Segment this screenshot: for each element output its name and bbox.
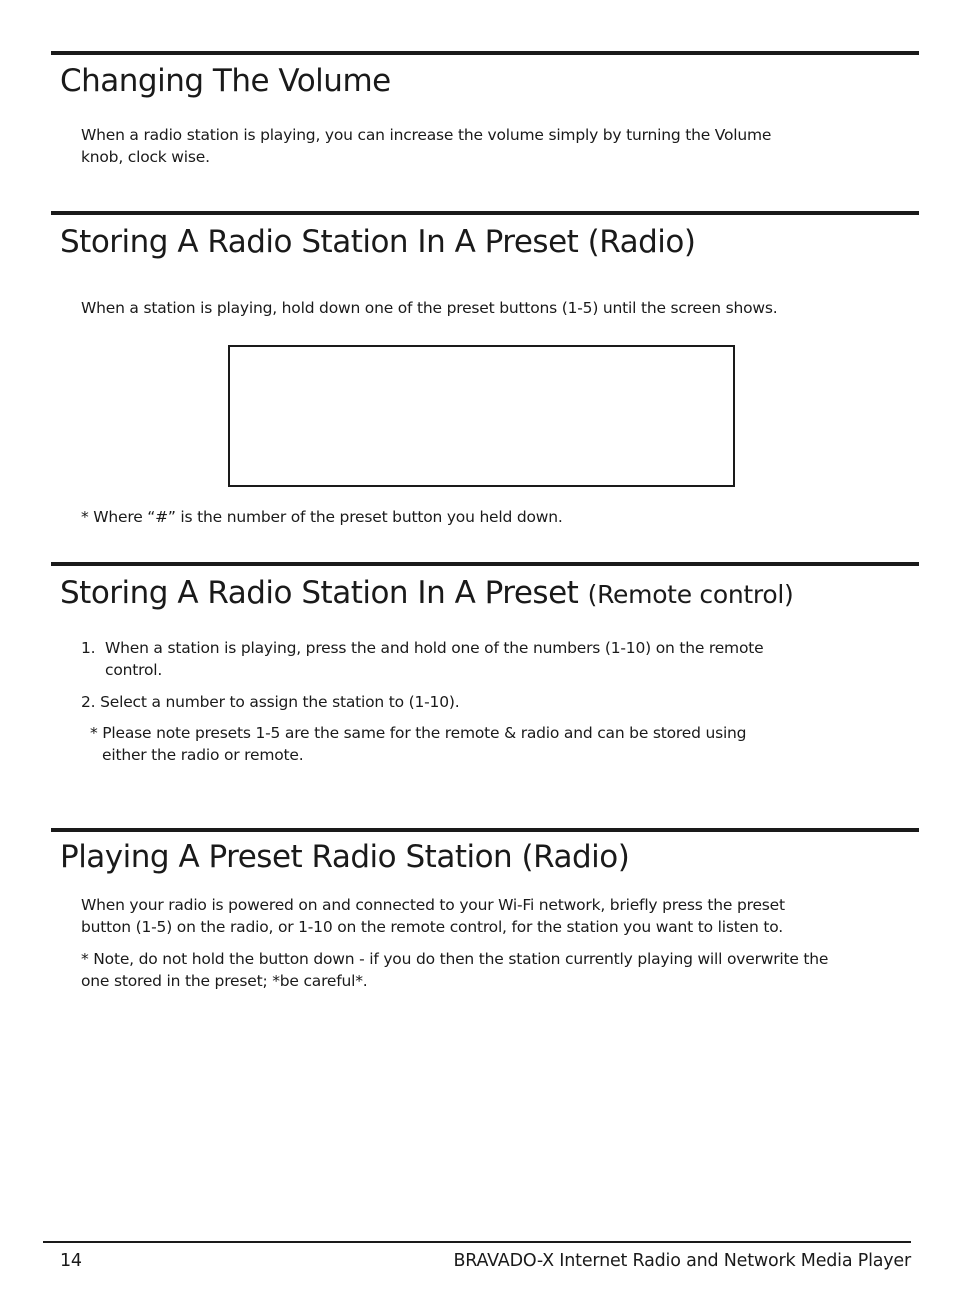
volume-paragraph: When a radio station is playing, you can increase the volume simply by turning the Volume knob, clock wise. [81, 126, 772, 166]
section-divider [51, 828, 919, 832]
display-screen-illustration [228, 345, 735, 487]
section-title-play-preset: Playing A Preset Radio Station (Radio) [60, 839, 630, 875]
section-title-store-radio: Storing A Radio Station In A Preset (Radio) [60, 224, 696, 260]
section-divider [51, 51, 919, 55]
section-divider [51, 211, 919, 215]
footer-product-name: BRAVADO-X Internet Radio and Network Media Player [453, 1251, 911, 1271]
section-title-store-remote [60, 575, 793, 611]
store-remote-note: * Please note presets 1-5 are the same for the remote & radio and can be stored using either the radio or remote. [90, 724, 747, 764]
section-divider [51, 562, 919, 566]
play-preset-paragraph: When your radio is powered on and connected to your Wi-Fi network, briefly press the preset button (1-5) on the radio, or 1-10 on the remote control, for the station you want to listen to. [81, 896, 785, 936]
list-item-step-1 [81, 637, 801, 681]
list-item-text: When a station is playing, press the and hold one of the numbers (1-10) on the remote control. [105, 639, 764, 679]
list-number: 1. [81, 639, 96, 657]
page-number: 14 [60, 1251, 82, 1271]
footer-divider [43, 1241, 911, 1243]
store-radio-paragraph: When a station is playing, hold down one of the preset buttons (1-5) until the screen shows. [81, 299, 778, 317]
section-title-sub: (Remote control) [587, 580, 794, 609]
store-radio-note: * Where “#” is the number of the preset button you held down. [81, 508, 563, 526]
section-title-volume: Changing The Volume [60, 63, 391, 99]
section-title-main: Storing A Radio Station In A Preset [60, 575, 588, 611]
play-preset-note: * Note, do not hold the button down - if you do then the station currently playing will overwrite the one stored in the preset; *be careful*. [81, 950, 829, 990]
list-item-step-2: 2. Select a number to assign the station to (1-10). [81, 693, 460, 711]
